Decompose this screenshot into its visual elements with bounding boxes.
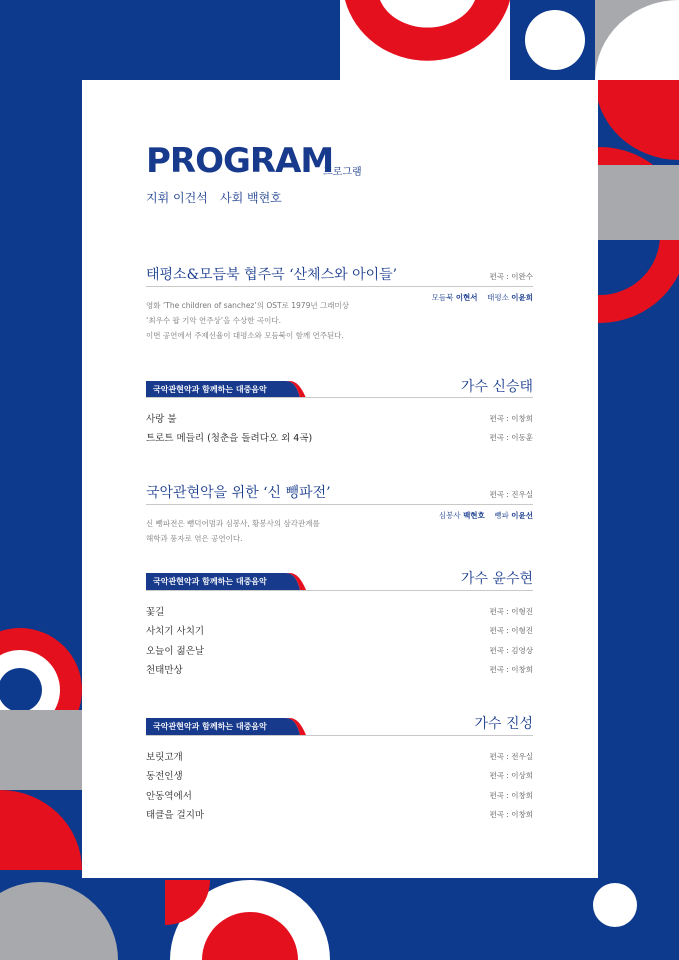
divider	[146, 286, 533, 287]
piece-roles: 심봉사 백현호 뺑파 이윤선	[438, 511, 533, 520]
piece-description-line: 이번 공연에서 주제선율이 대평소와 모듬북이 함께 연주된다.	[146, 331, 344, 340]
song-arranger: 편곡 : 이형진	[489, 626, 533, 635]
singer-name: 가수 신승태	[460, 379, 533, 395]
song-title: 동전인생	[146, 771, 183, 782]
singer-name: 가수 진성	[474, 716, 533, 732]
piece-description-line: ‘최우수 팝 기악 연주상’을 수상한 곡이다.	[146, 316, 281, 325]
song-arranger: 편곡 : 이상희	[489, 771, 533, 780]
divider	[146, 397, 533, 398]
piece-title: 국악관현악을 위한 ‘신 뺑파전’	[146, 485, 331, 501]
divider	[146, 504, 533, 505]
piece-roles: 모듬북 이현서 태평소 이윤희	[431, 293, 533, 302]
song-title: 보릿고개	[146, 752, 183, 763]
piece-description-line: 해학과 풍자로 엮은 공연이다.	[146, 534, 243, 543]
piece-description-line: 영화 ‘The children of sanchez’의 OST로 1979년 그래미상	[146, 301, 349, 310]
host: 사회 백현호	[220, 191, 282, 205]
page-title: PROGRAM	[146, 141, 334, 181]
song-title: 안동역에서	[146, 791, 192, 802]
song-title: 천태만상	[146, 665, 183, 676]
song-arranger: 편곡 : 이창희	[489, 414, 533, 423]
piece-description-line: 신 뺑파전은 뺑덕어멈과 심봉사, 황봉사의 삼각관계를	[146, 519, 320, 528]
piece-arranger: 편곡 : 진우실	[489, 490, 533, 499]
song-arranger: 편곡 : 이창희	[489, 665, 533, 674]
song-arranger: 편곡 : 이창희	[489, 810, 533, 819]
conductor: 지휘 이건석	[146, 191, 208, 205]
song-arranger: 편곡 : 이동훈	[489, 433, 533, 442]
section-tag: 국악관현악과 함께하는 대중음악	[146, 718, 306, 735]
song-arranger: 편곡 : 이형진	[489, 607, 533, 616]
song-arranger: 편곡 : 김영상	[489, 646, 533, 655]
song-title: 트로트 메들리 (청춘을 돌려다오 외 4곡)	[146, 433, 313, 444]
song-title: 사랑 불	[146, 414, 177, 425]
song-arranger: 편곡 : 전우실	[489, 752, 533, 761]
song-arranger: 편곡 : 이창희	[489, 791, 533, 800]
singer-name: 가수 윤수현	[460, 571, 533, 587]
song-title: 꽃길	[146, 607, 165, 618]
divider	[146, 590, 533, 591]
page-title-korean: 프로그램	[323, 167, 362, 178]
song-title: 태클을 걸지마	[146, 810, 205, 821]
section-tag: 국악관현악과 함께하는 대중음악	[146, 573, 306, 590]
piece-title: 태평소&모듬북 협주곡 ‘산체스와 아이들’	[146, 267, 398, 283]
divider	[146, 735, 533, 736]
song-title: 사치기 사치기	[146, 626, 205, 637]
section-tag: 국악관현악과 함께하는 대중음악	[146, 381, 306, 398]
piece-arranger: 편곡 : 이완수	[489, 272, 533, 281]
song-title: 오늘이 젊은날	[146, 646, 205, 657]
